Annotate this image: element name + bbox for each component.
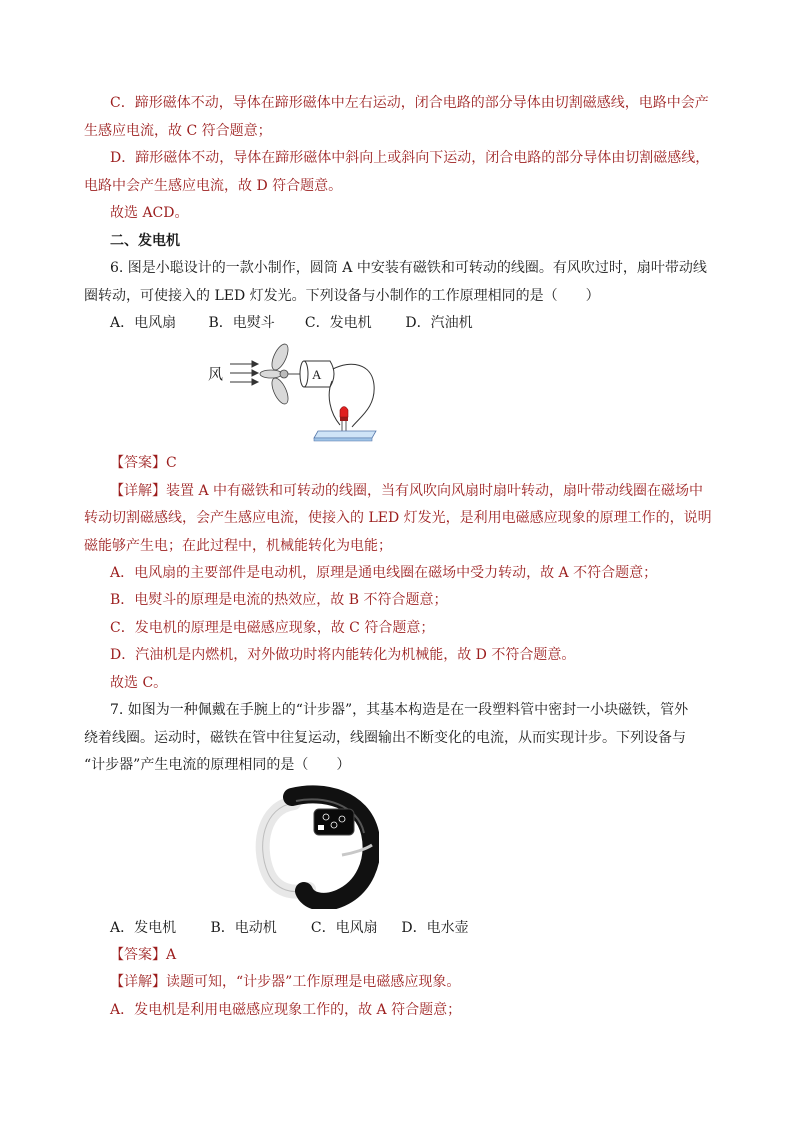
wind-arrows-icon — [230, 361, 258, 385]
q5-option-c-line-2: 生感应电流，故 C 符合题意； — [84, 123, 272, 139]
q5-option-c-line-1: C．蹄形磁体不动，导体在蹄形磁体中左右运动，闭合电路的部分导体由切割磁感线，电路中会产 — [110, 95, 709, 111]
q6-detail-line-2: 转动切割磁感线，会产生感应电流，使接入的 LED 灯发光，是利用电磁感应现象的原理工作的，说明 — [84, 510, 712, 526]
q6-conclusion: 故选 C。 — [110, 675, 168, 691]
q6-explain-a: A．电风扇的主要部件是电动机，原理是通电线圈在磁场中受力转动，故 A 不符合题意； — [110, 565, 658, 581]
q7-option-d: D．电水壶 — [401, 920, 469, 936]
q6-answer: 【答案】C — [110, 455, 177, 471]
q6-explain-d: D．汽油机是内燃机，对外做功时将内能转化为机械能，故 D 不符合题意。 — [110, 647, 576, 663]
q7-stem-line-3: “计步器”产生电流的原理相同的是（ ） — [84, 757, 351, 773]
cylinder-label: A — [312, 367, 322, 382]
q7-detail-line-1: 【详解】读题可知，“计步器”工作原理是电磁感应现象。 — [110, 974, 461, 990]
fan-generator-diagram — [200, 335, 390, 445]
q7-stem-line-1: 7. 如图为一种佩戴在手腕上的“计步器”，其基本构造是在一段塑料管中密封一小块磁铁，管外 — [110, 702, 689, 718]
wind-label: 风 — [208, 365, 224, 383]
fan-blades-icon — [260, 342, 291, 406]
q5-option-d-line-1: D．蹄形磁体不动，导体在蹄形磁体中斜向上或斜向下运动，闭合电路的部分导体由切割磁感线， — [110, 150, 710, 166]
section-title: 二、发电机 — [110, 233, 180, 249]
q7-option-c: C．电风扇 — [310, 920, 378, 936]
q7-explain-a: A．发电机是利用电磁感应现象工作的，故 A 符合题意； — [110, 1002, 462, 1018]
q6-explain-b: B．电熨斗的原理是电流的热效应，故 B 不符合题意； — [110, 592, 448, 608]
q7-option-a: A．发电机 — [110, 920, 177, 936]
led-icon — [340, 407, 348, 432]
q5-conclusion: 故选 ACD。 — [110, 205, 189, 221]
q6-detail-line-3: 磁能够产生电；在此过程中，机械能转化为电能； — [84, 538, 392, 554]
q6-options — [110, 313, 740, 333]
q6-option-a: A．电风扇 — [110, 315, 177, 331]
q6-figure — [200, 335, 390, 445]
q6-option-d: D．汽油机 — [405, 315, 473, 331]
q6-detail-line-1: 【详解】装置 A 中有磁铁和可转动的线圈，当有风吹向风扇时扇叶转动，扇叶带动线圈在磁场中 — [110, 483, 704, 499]
q7-option-b: B．电动机 — [210, 920, 277, 936]
q6-explain-c: C．发电机的原理是电磁感应现象，故 C 符合题意； — [110, 620, 435, 636]
q5-option-d-line-2: 电路中会产生感应电流，故 D 符合题意。 — [84, 178, 343, 194]
q6-option-b: B．电熨斗 — [208, 315, 275, 331]
base-board-icon — [314, 431, 376, 441]
q6-stem-line-2: 圈转动，可使接入的 LED 灯发光。下列设备与小制作的工作原理相同的是（ ） — [84, 288, 600, 304]
q6-option-c: C．发电机 — [304, 315, 372, 331]
pedometer-bracelet-icon — [254, 785, 379, 909]
q6-stem-line-1: 6. 图是小聪设计的一款小制作，圆筒 A 中安装有磁铁和可转动的线圈。有风吹过时，扇叶带动线 — [110, 260, 707, 276]
q7-answer: 【答案】A — [110, 947, 177, 963]
q7-figure — [254, 785, 379, 909]
q7-stem-line-2: 绕着线圈。运动时，磁铁在管中往复运动，线圈输出不断变化的电流，从而实现计步。下列设备与 — [84, 730, 686, 746]
q7-options — [110, 918, 740, 938]
